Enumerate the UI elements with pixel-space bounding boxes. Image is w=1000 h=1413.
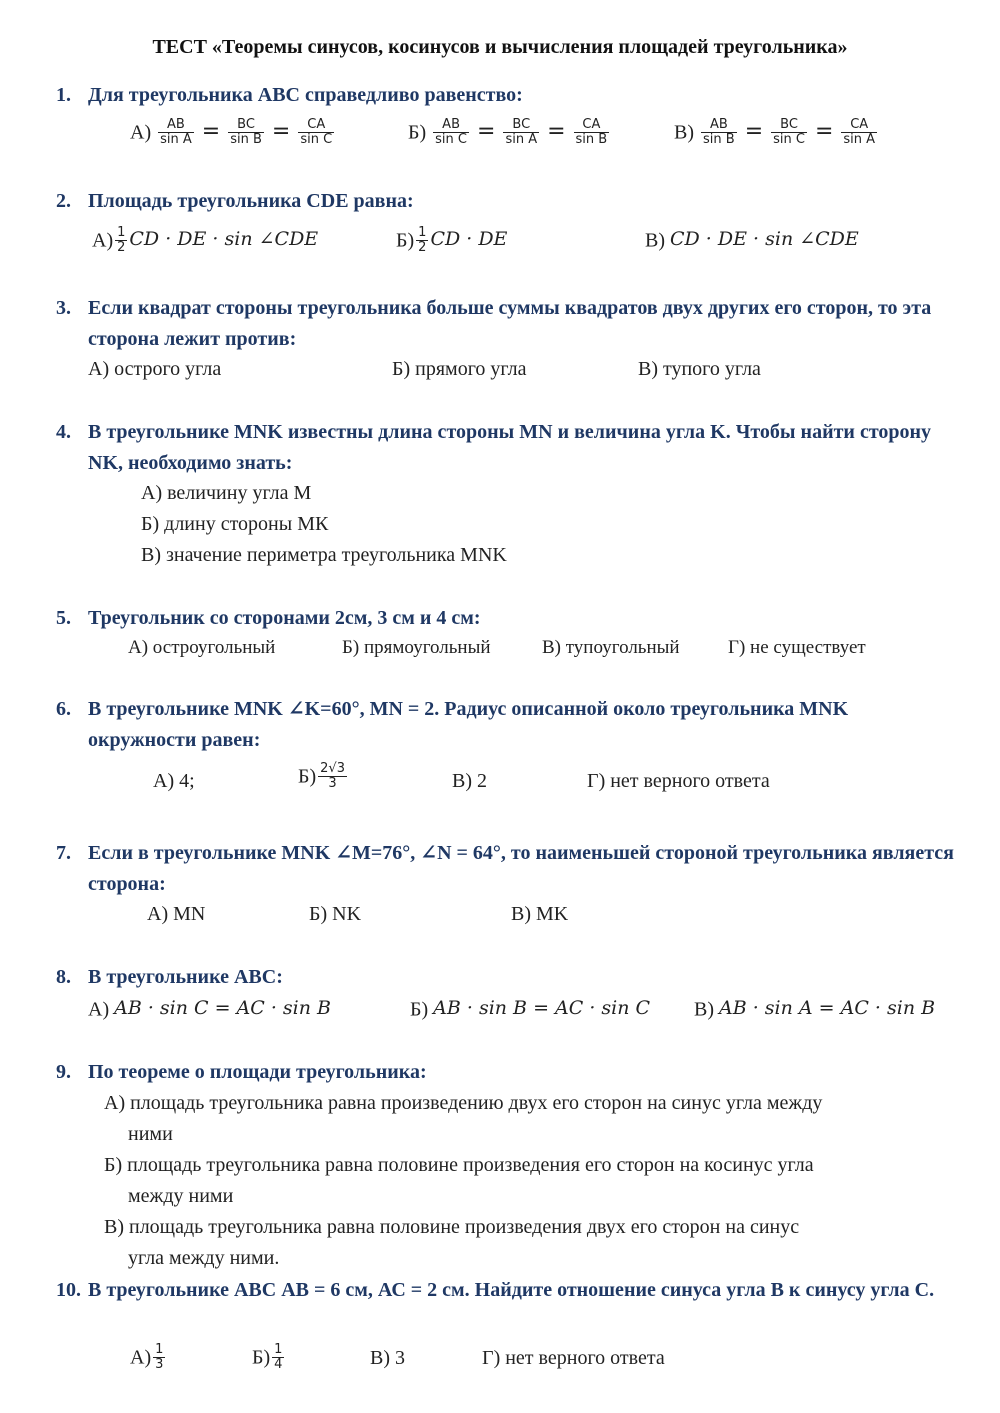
question-number: 5. [56, 607, 71, 629]
option-8c[interactable]: В) AB · sin A = AC · sin B [694, 997, 936, 1021]
question-number: 8. [56, 966, 71, 988]
option-10a[interactable]: А) $\frac{1}{3}$ [130, 1341, 164, 1372]
question-text: Для треугольника АВС справедливо равенство: [88, 84, 523, 106]
question-number: 1. [56, 84, 71, 106]
question-1 [56, 80, 956, 111]
option-7b[interactable]: Б) NK [309, 903, 362, 925]
option-3b[interactable]: Б) прямого угла [392, 358, 527, 380]
option-7c[interactable]: В) MK [511, 903, 569, 925]
question-8 [56, 962, 956, 993]
question-7 [56, 838, 956, 900]
question-text: Площадь треугольника CDE равна: [88, 190, 414, 212]
question-number: 10. [56, 1279, 81, 1301]
option-2a[interactable]: А) $\frac{1}{2}$ CD · DE · sin ∠CDE [92, 224, 319, 255]
option-4c[interactable]: В) значение периметра треугольника MNK [141, 544, 507, 566]
question-number: 7. [56, 842, 71, 864]
option-3a[interactable]: А) острого угла [88, 358, 222, 380]
question-number: 4. [56, 421, 71, 443]
page-title: ТЕСТ «Теоремы синусов, косинусов и вычисления площадей треугольника» [152, 36, 848, 58]
option-10d[interactable]: Г) нет верного ответа [482, 1347, 665, 1369]
question-text: В треугольнике MNK ∠K=60°, MN = 2. Радиус описанной около треугольника MNK окружности равен: [88, 698, 849, 751]
fraction: $\frac{CA}{\text{sin A}}$ [843, 116, 876, 147]
option-9b[interactable]: Б) площадь треугольника равна половине произведения его сторон на косинус угла между ними [104, 1154, 814, 1207]
option-4a[interactable]: А) величину угла М [141, 482, 312, 504]
option-7a[interactable]: А) MN [147, 903, 206, 925]
fraction: $\frac{BC}{\text{sin C}}$ [773, 116, 805, 147]
fraction: $\frac{1}{2}$ [418, 224, 427, 255]
option-5b[interactable]: Б) прямоугольный [342, 637, 491, 658]
question-text: По теореме о площади треугольника: [88, 1061, 427, 1083]
fraction: $\frac{1}{2}$ [117, 224, 126, 255]
question-3 [56, 293, 956, 355]
option-1a[interactable]: А) $\frac{AB}{\text{sin A}}$ = $\frac{BC}{\text{sin B}}$ = $\frac{CA}{\text{sin C}}$ [130, 116, 333, 147]
question-6 [56, 694, 956, 756]
fraction: $\frac{AB}{\text{sin A}}$ [160, 116, 192, 147]
option-1c[interactable]: В) $\frac{AB}{\text{sin B}}$ = $\frac{BC}{\text{sin C}}$ = $\frac{CA}{\text{sin A}}$ [674, 116, 876, 147]
option-8b[interactable]: Б) AB · sin B = AC · sin C [410, 997, 651, 1021]
option-10c[interactable]: В) 3 [370, 1347, 405, 1369]
question-number: 6. [56, 698, 71, 720]
question-4 [56, 417, 956, 479]
question-10 [56, 1275, 956, 1306]
option-4b[interactable]: Б) длину стороны МК [141, 513, 329, 535]
fraction: $\frac{AB}{\text{sin C}}$ [435, 116, 467, 147]
option-6a[interactable]: А) 4; [153, 770, 195, 792]
question-text: В треугольнике АВС АВ = 6 см, АС = 2 см. Найдите отношение синуса угла В к синусу угла С. [88, 1279, 935, 1301]
option-5d[interactable]: Г) не существует [728, 637, 866, 658]
option-6d[interactable]: Г) нет верного ответа [587, 770, 770, 792]
question-9 [56, 1057, 956, 1088]
fraction: $\frac{AB}{\text{sin B}}$ [703, 116, 735, 147]
option-6b[interactable]: Б) $\frac{2√3}{3}$ [298, 760, 345, 791]
fraction: $\frac{1}{4}$ [274, 1341, 283, 1372]
fraction: $\frac{BC}{\text{sin B}}$ [230, 116, 262, 147]
fraction: $\frac{2√3}{3}$ [320, 760, 345, 791]
fraction: $\frac{1}{3}$ [155, 1341, 164, 1372]
fraction: $\frac{BC}{\text{sin A}}$ [505, 116, 538, 147]
option-8a[interactable]: А) AB · sin C = AC · sin B [88, 997, 331, 1021]
option-10b[interactable]: Б) $\frac{1}{4}$ [252, 1341, 283, 1372]
question-text: В треугольнике MNK известны длина стороны MN и величина угла K. Чтобы найти сторону NK, необходимо знать: [88, 421, 932, 474]
option-2b[interactable]: Б) $\frac{1}{2}$ CD · DE [396, 224, 508, 255]
fraction: $\frac{CA}{\text{sin B}}$ [575, 116, 608, 147]
option-2c[interactable]: В) CD · DE · sin ∠CDE [645, 228, 859, 252]
question-text: Если квадрат стороны треугольника больше суммы квадратов двух других его сторон, то эта сторона лежит против: [88, 297, 932, 350]
option-1b[interactable]: Б) $\frac{AB}{\text{sin C}}$ = $\frac{BC}{\text{sin A}}$ = $\frac{CA}{\text{sin B}}$ [408, 116, 608, 147]
question-text: В треугольнике АВС: [88, 966, 283, 988]
option-6c[interactable]: В) 2 [452, 770, 487, 792]
question-text: Треугольник со сторонами 2см, 3 см и 4 см: [88, 607, 481, 629]
option-9a[interactable]: А) площадь треугольника равна произведению двух его сторон на синус угла между ними [104, 1092, 823, 1145]
question-5 [56, 603, 956, 634]
option-5c[interactable]: В) тупоугольный [542, 637, 680, 658]
question-number: 9. [56, 1061, 71, 1083]
option-9c[interactable]: В) площадь треугольника равна половине произведения двух его сторон на синус угла между ними. [104, 1216, 800, 1269]
question-text: Если в треугольнике MNK ∠M=76°, ∠N = 64°, то наименьшей стороной треугольника является сторона: [88, 842, 954, 895]
fraction: $\frac{CA}{\text{sin C}}$ [300, 116, 333, 147]
question-number: 2. [56, 190, 71, 212]
question-2 [56, 186, 956, 217]
option-5a[interactable]: А) остроугольный [128, 637, 276, 658]
question-number: 3. [56, 297, 71, 319]
option-3c[interactable]: В) тупого угла [638, 358, 761, 380]
